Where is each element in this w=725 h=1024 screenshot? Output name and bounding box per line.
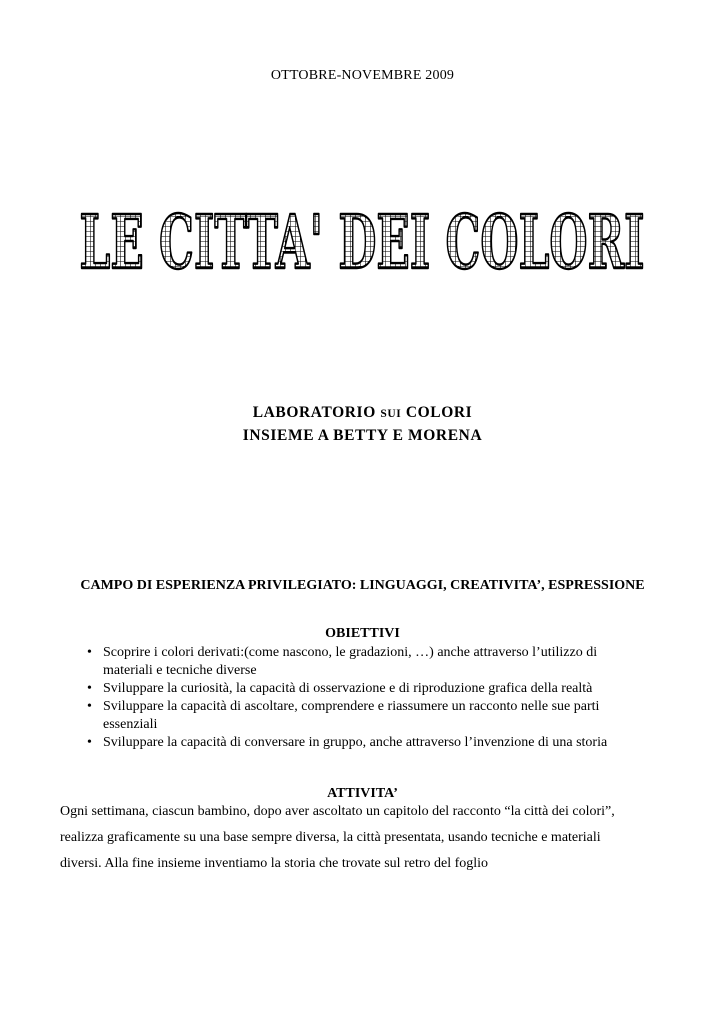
bullet-icon: • [87,681,92,696]
list-item [87,680,647,698]
date-heading: OTTOBRE-NOVEMBRE 2009 [270,68,455,83]
obiettivi-list [87,644,647,752]
list-item-text: Sviluppare la capacità di ascoltare, comprendere e riassumere un racconto nelle sue parti essenziali [103,699,600,732]
paragraph-line: diversi. Alla fine insieme inventiamo la storia che trovate sul retro del foglio [60,856,489,871]
paragraph-line: Ogni settimana, ciascun bambino, dopo aver ascoltato un capitolo del racconto “la città dei colori”, [60,804,615,819]
title-banner [0,196,725,282]
title-graphic [0,196,725,282]
list-item-text: Sviluppare la curiosità, la capacità di osservazione e di riproduzione grafica della realtà [103,681,593,696]
list-item-text: Scoprire i colori derivati:(come nascono, le gradazioni, …) anche attraverso l’utilizzo di materiali e tecniche diverse [103,645,598,678]
title-text: LE CITTA' DEI COLORI [79,200,645,282]
bullet-icon: • [87,645,92,660]
bullet-icon: • [87,735,92,750]
subtitle-line-2: INSIEME A BETTY E MORENA [242,427,483,444]
list-item [87,734,647,752]
subtitle-word-laboratorio: LABORATORIO [252,404,376,421]
campo-heading: CAMPO DI ESPERIENZA PRIVILEGIATO: LINGUAGGI, CREATIVITA’, ESPRESSIONE [80,578,645,593]
list-item [87,644,647,680]
attivita-heading: ATTIVITA’ [327,786,398,801]
list-item [87,698,647,734]
attivita-paragraph [60,799,660,877]
subtitle-word-colori: COLORI [405,404,473,421]
obiettivi-heading: OBIETTIVI [325,626,400,641]
subtitle-word-sui: SUI [380,408,402,420]
bullet-icon: • [87,699,92,714]
list-item-text: Sviluppare la capacità di conversare in gruppo, anche attraverso l’invenzione di una storia [103,735,608,750]
subtitle-block [0,402,725,447]
paragraph-line: realizza graficamente su una base sempre diversa, la città presentata, usando tecniche e materiali [60,830,601,845]
subtitle-line-1 [0,402,725,425]
